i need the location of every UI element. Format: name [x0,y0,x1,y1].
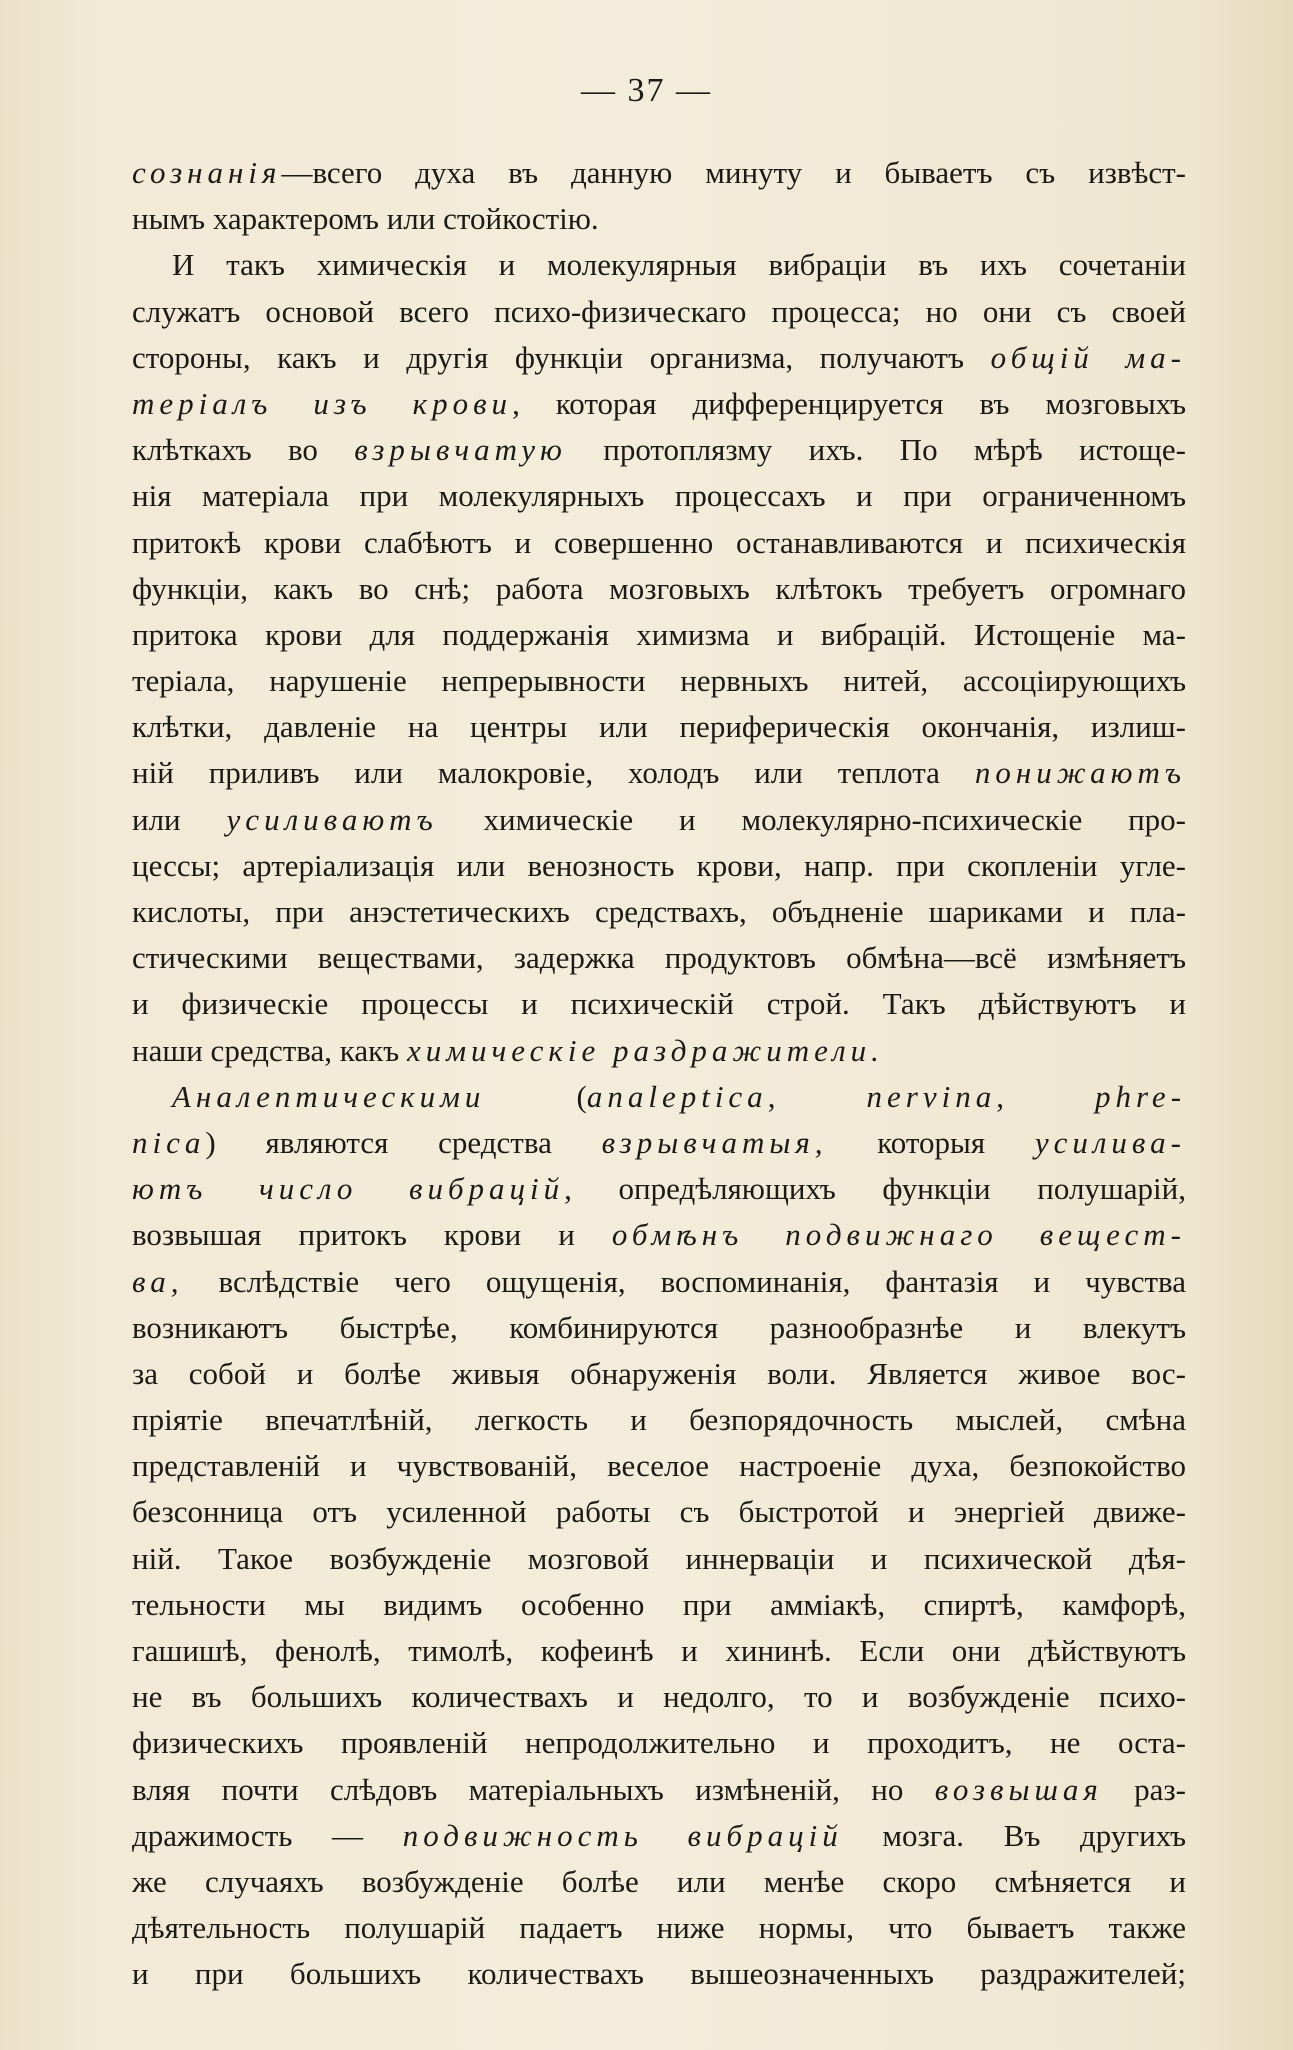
text-segment: наши средства, какъ [132,1032,407,1068]
text-segment: стическими веществами, задержка продуктовъ обмѣна—всё измѣняетъ [132,940,1186,976]
text-line [132,1489,1186,1535]
emphasized-text: Аналептическими [172,1078,486,1114]
text-line [132,1120,1186,1166]
emphasized-text: химическіе раздражители. [406,1032,884,1068]
text-segment: пріятіе впечатлѣній, легкость и безпорядочность мыслей, смѣна [132,1402,1186,1438]
text-line [132,889,1186,935]
text-segment: тельности мы видимъ особенно при амміакѣ, спиртѣ, камфорѣ, [132,1586,1186,1622]
text-line [132,242,1186,288]
text-segment: нія матеріала при молекулярныхъ процессахъ и при ограниченномъ [132,478,1186,514]
text-line [132,981,1186,1027]
text-segment: клѣтки, давленіе на центры или периферическія окончанія, излиш- [132,709,1186,745]
text-line [132,1166,1186,1212]
text-segment: дѣятельность полушарій падаетъ ниже нормы, что бываетъ также [132,1910,1186,1946]
text-line [132,1813,1186,1859]
emphasized-text: усилива- [1034,1124,1186,1160]
text-segment: протоплязму ихъ. По мѣрѣ истоще- [566,432,1186,468]
text-segment: дражимость — [132,1817,403,1853]
text-segment: теріала, нарушеніе непрерывности нервныхъ нитей, ассоціирующихъ [132,663,1186,699]
text-segment: не въ большихъ количествахъ и недолго, то и возбужденіе психо- [132,1679,1186,1715]
text-line [132,658,1186,704]
text-segment: , [767,1078,867,1114]
text-segment: безсонница отъ усиленной работы съ быстротой и энергіей движе- [132,1494,1186,1530]
body-text [132,150,1186,1998]
text-line [132,150,1186,196]
text-segment: же случаяхъ возбужденіе болѣе или менѣе скоро смѣняется и [132,1863,1186,1899]
emphasized-text: nica [132,1124,206,1160]
emphasized-text: теріалъ изъ крови [132,385,513,421]
text-segment: химическіе и молекулярно-психическіе про- [437,801,1186,837]
text-segment: представленій и чувствованій, веселое настроеніе духа, безпокойство [132,1448,1186,1484]
text-segment: цессы; артеріализація или венозность крови, напр. при скопленіи угле- [132,847,1186,883]
emphasized-text: analeptica [586,1078,768,1114]
text-line [132,612,1186,658]
text-line [132,1397,1186,1443]
text-segment: притока крови для поддержанія химизма и вибрацій. Истощеніе ма- [132,616,1186,652]
text-segment: вслѣдствіе чего ощущенія, воспоминанія, фантазія и чувства [183,1263,1186,1299]
text-line [132,289,1186,335]
text-segment: И такъ химическія и молекулярныя вибраціи въ ихъ сочетаніи [172,247,1186,283]
emphasized-text: ва, [132,1263,184,1299]
text-segment: клѣткахъ во [132,432,355,468]
text-segment: ( [485,1078,587,1114]
text-segment: —всего духа въ данную минуту и бываетъ съ извѣст- [281,155,1186,190]
text-segment: за собой и болѣе живыя обнаруженія воли. Является живое вос- [132,1355,1186,1391]
text-line [132,427,1186,473]
text-segment: возвышая притокъ крови и [132,1217,612,1253]
text-line [132,797,1186,843]
emphasized-text: взрывчатую [354,432,567,468]
text-segment: возникаютъ быстрѣе, комбинируются разнообразнѣе и влекутъ [132,1309,1186,1345]
emphasized-text: обмѣнъ подвижнаго вещест- [611,1217,1186,1253]
text-segment: стороны, какъ и другія функціи организма, получаютъ [132,339,991,375]
text-line [132,750,1186,796]
emphasized-text: общій ма- [990,339,1186,375]
text-line [132,1674,1186,1720]
text-line [132,1951,1186,1997]
text-segment: , опредѣляющихъ функціи полушарій, [564,1171,1186,1207]
text-line [132,566,1186,612]
text-line [132,520,1186,566]
emphasized-text: понижаютъ [974,755,1186,791]
text-line [132,196,1186,242]
emphasized-text: взрывчатыя, [601,1124,828,1160]
text-line [132,704,1186,750]
text-segment: вляя почти слѣдовъ матеріальныхъ измѣненій, но [132,1771,935,1807]
text-line [132,1720,1186,1766]
text-segment: притокѣ крови слабѣютъ и совершенно останавливаются и психическія [132,524,1186,560]
text-line [132,1443,1186,1489]
emphasized-text: подвижность вибрацій [402,1817,843,1853]
text-segment: ній. Такое возбужденіе мозговой иннерваціи и психической дѣя- [132,1540,1186,1576]
text-segment: кислоты, при анэстетическихъ средствахъ, объдненіе шариками и пла- [132,894,1186,929]
text-segment: которыя [827,1124,1035,1160]
text-line [132,1536,1186,1582]
text-segment: , [996,1078,1096,1114]
text-line [132,1259,1186,1305]
emphasized-text: возвышая [934,1771,1103,1807]
text-segment: функціи, какъ во снѣ; работа мозговыхъ клѣтокъ требуетъ огромнаго [132,570,1186,606]
text-line [132,1628,1186,1674]
text-line [132,1582,1186,1628]
emphasized-text: сознанія [132,155,282,190]
text-segment: или [132,801,227,837]
text-segment: и при большихъ количествахъ вышеозначенныхъ раздражителей; [132,1956,1186,1992]
text-line [132,935,1186,981]
text-line [132,1074,1186,1120]
text-line [132,473,1186,519]
text-segment: и физическіе процессы и психическій строй. Такъ дѣйствуютъ и [132,986,1186,1022]
text-line [132,335,1186,381]
text-line [132,1028,1186,1074]
text-line [132,1905,1186,1951]
emphasized-text: ютъ число вибрацій [132,1171,565,1207]
text-segment: нымъ характеромъ или стойкостію. [132,201,599,237]
text-line [132,843,1186,889]
text-line [132,381,1186,427]
text-line [132,1212,1186,1258]
text-segment: ній приливъ или малокровіе, холодъ или теплота [132,755,975,791]
emphasized-text: nervina [866,1078,997,1114]
text-segment: служатъ основой всего психо-физическаго процесса; но они съ своей [132,293,1186,329]
text-line [132,1767,1186,1813]
text-segment: , которая дифференцируется въ мозговыхъ [512,385,1186,421]
text-segment: физическихъ проявленій непродолжительно и проходитъ, не оста- [132,1725,1186,1761]
emphasized-text: phre- [1095,1078,1186,1114]
emphasized-text: усиливаютъ [226,801,438,837]
text-segment: раз- [1102,1771,1186,1807]
text-line [132,1351,1186,1397]
page-number: — 37 — [581,72,712,109]
text-segment: мозга. Въ другихъ [842,1817,1186,1853]
text-line [132,1305,1186,1351]
text-segment: гашишѣ, фенолѣ, тимолѣ, кофеинѣ и хининѣ. Если они дѣйствуютъ [132,1633,1186,1668]
text-segment: ) являются средства [205,1124,602,1160]
text-line [132,1859,1186,1905]
